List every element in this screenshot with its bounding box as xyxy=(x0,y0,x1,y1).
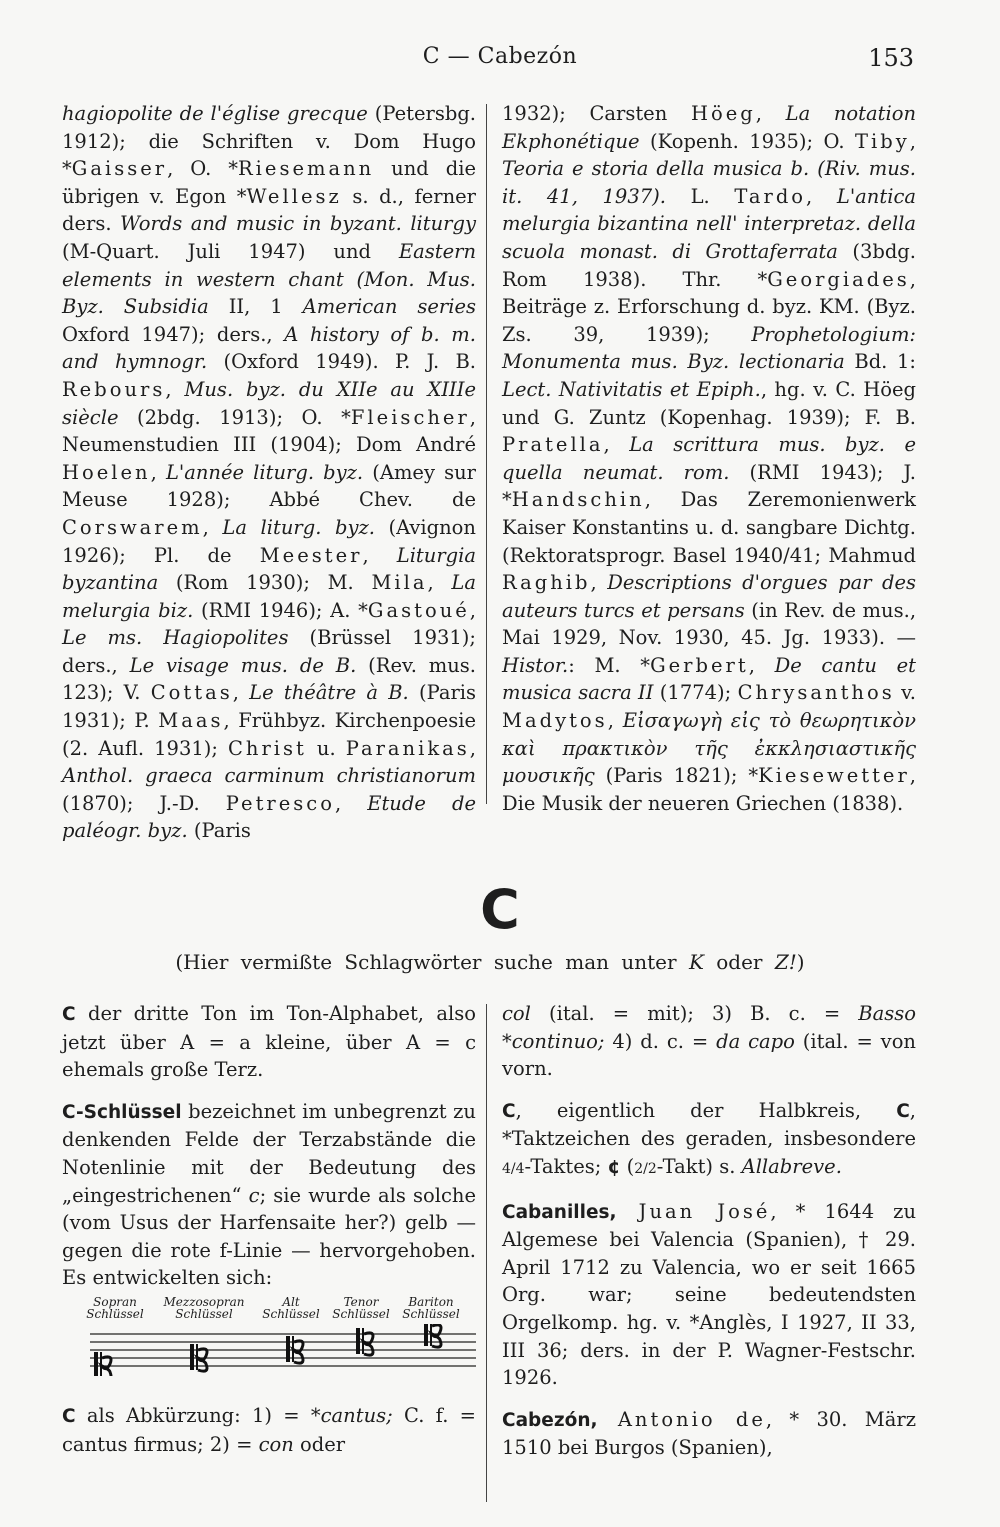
time-signature-c-icon: C xyxy=(896,1100,910,1122)
entry-cabanilles: Cabanilles, Juan José, * 1644 zu Algemese bei Valencia (Spanien), † 29. April 1712 zu Valencia, wo er seit 1665 Org. war; seine bedeutendsten Orgelkomp. hg. v. *Anglès, I 1927, II 33, III 36; ders. in der P. Wagner-Festschr. 1926. xyxy=(502,1199,916,1390)
tenor-clef-icon xyxy=(356,1328,373,1355)
column-left-top xyxy=(62,100,476,845)
entry-head: Cabezón, xyxy=(502,1409,598,1431)
mezzosoprano-clef-icon xyxy=(190,1344,207,1371)
entry-c-schluessel: C-Schlüssel bezeichnet im unbegrenzt zu denkenden Felde der Terzabstände die Notenlinie mit der Bedeutung des „eingestrichenen“ c; sie wurde als solche (vom Usus der Harfensaite her?) gelb — gegen die rote f-Linie — hervorgehoben. Es entwickelten sich: Sopran Schlüssel Mezzosopran Schlüssel Alt Schlüssel Tenor Schlüssel Bariton Schlüssel xyxy=(62,1098,476,1388)
entry-head: C xyxy=(502,1100,516,1122)
section-letter: C xyxy=(480,878,520,941)
clef-label: Tenor Schlüssel xyxy=(332,1294,390,1321)
column-divider xyxy=(486,1004,487,1502)
clef-label: Bariton Schlüssel xyxy=(402,1294,460,1321)
entry-head: C-Schlüssel xyxy=(62,1101,182,1123)
running-head: C — Cabezón xyxy=(422,44,578,69)
clef-figure xyxy=(62,1296,476,1388)
alla-breve-icon: ¢ xyxy=(607,1156,621,1178)
entry-c: C der dritte Ton im Ton-Alphabet, also jetzt über A = a kleine, über A = c ehemals große Terz. xyxy=(62,1002,476,1082)
clef-label: Mezzosopran Schlüssel xyxy=(163,1294,245,1321)
clef-staff xyxy=(90,1324,476,1376)
alto-clef-icon xyxy=(286,1336,303,1363)
column-left-bottom xyxy=(62,1000,476,1472)
entry-head: C xyxy=(62,1405,76,1427)
entry-c-abkuerzung-cont: col (ital. = mit); 3) B. c. = Basso *continuo; 4) d. c. = da capo (ital. = von vorn. xyxy=(502,1002,916,1081)
column-divider xyxy=(486,104,487,804)
page-number: 153 xyxy=(868,44,914,72)
entry-c-abkuerzung: C als Abkürzung: 1) = *cantus; C. f. = cantus firmus; 2) = con oder xyxy=(62,1403,476,1456)
soprano-clef-icon xyxy=(94,1352,111,1376)
clef-label: Alt Schlüssel xyxy=(262,1294,320,1321)
text-run: hagiopolite de l'église grecque (Petersbg. 1912); die Schriften v. Dom Hugo *Gaisser, O. *Riesemann und die übrigen v. Egon *Wellesz s. d., ferner ders. Words and music in byzant. liturgy (M-Quart. Juli 1947) und Eastern elements in western chant (Mon. Mus. Byz. Subsidia II, 1 American series Oxford 1947); ders., A history of b. m. and hymnogr. (Oxford 1949). P. J. B. Rebours, Mus. byz. du XIIe au XIIIe siècle (2bdg. 1913); O. *Fleischer, Neumenstudien III (1904); Dom André Hoelen, L'année liturg. byz. (Amey sur Meuse 1928); Abbé Chev. de Corswarem, La liturg. byz. (Avignon 1926); Pl. de Meester, Liturgia byzantina (Rom 1930); M. Mila, La melurgia biz. (RMI 1946); A. *Gastoué, Le ms. Hagiopolites (Brüssel 1931); ders., Le visage mus. de B. (Rev. mus. 123); V. Cottas, Le théâtre à B. (Paris 1931); P. Maas, Frühbyz. Kirchenpoesie (2. Aufl. 1931); Christ u. Paranikas, Anthol. graeca carminum christianorum (1870); J.-D. Petresco, Etude de paléogr. byz. (Paris xyxy=(62,102,477,843)
column-right-bottom xyxy=(502,1000,916,1476)
column-right-top xyxy=(502,100,916,817)
text-run: 1932); Carsten Höeg, La notation Ekphonétique (Kopenh. 1935); O. Tiby, Teoria e storia della musica b. (Riv. mus. it. 41, 1937). L. Tardo, L'antica melurgia bizantina nell' interpretaz. della scuola monast. di Grottaferrata (3bdg. Rom 1938). Thr. *Georgiades, Beiträge z. Erforschung d. byz. KM. (Byz. Zs. 39, 1939); Prophetologium: Monumenta mus. Byz. lectionaria Bd. 1: Lect. Nativitatis et Epiph., hg. v. C. Höeg und G. Zuntz (Kopenhag. 1939); F. B. Pratella, La scrittura mus. byz. e quella neumat. rom. (RMI 1943); J. *Handschin, Das Zeremonienwerk Kaiser Konstantins u. d. sangbare Dichtg. (Rektoratsprogr. Basel 1940/41; Mahmud Raghib, Descriptions d'orgues par des auteurs turcs et persans (in Rev. de mus., Mai 1929, Nov. 1930, 45. Jg. 1933). — Histor.: M. *Gerbert, De cantu et musica sacra II (1774); Chrysanthos v. Madytos, Εἰσαγωγὴ εἰς τὸ θεωρητικὸν καὶ πρακτικὸν τῆς ἐκκλησιαστικῆς μουσικῆς (Paris 1821); *Kiesewetter, Die Musik der neueren Griechen (1838). xyxy=(502,102,917,815)
entry-head: Cabanilles, xyxy=(502,1201,617,1223)
section-note: (Hier vermißte Schlagwörter suche man unter K oder Z!) xyxy=(175,950,805,974)
entry-c-halbkreis: C, eigentlich der Halbkreis, C, *Taktzeichen des geraden, insbesondere 4/4-Taktes; ¢ (2/2-Takt) s. Allabreve. xyxy=(502,1098,916,1178)
entry-cabezon: Cabezón, Antonio de, * 30. März 1510 bei Burgos (Spanien), xyxy=(502,1407,916,1460)
entry-head: C xyxy=(62,1004,76,1025)
clef-label: Sopran Schlüssel xyxy=(86,1294,144,1321)
baritone-clef-icon xyxy=(424,1324,441,1347)
